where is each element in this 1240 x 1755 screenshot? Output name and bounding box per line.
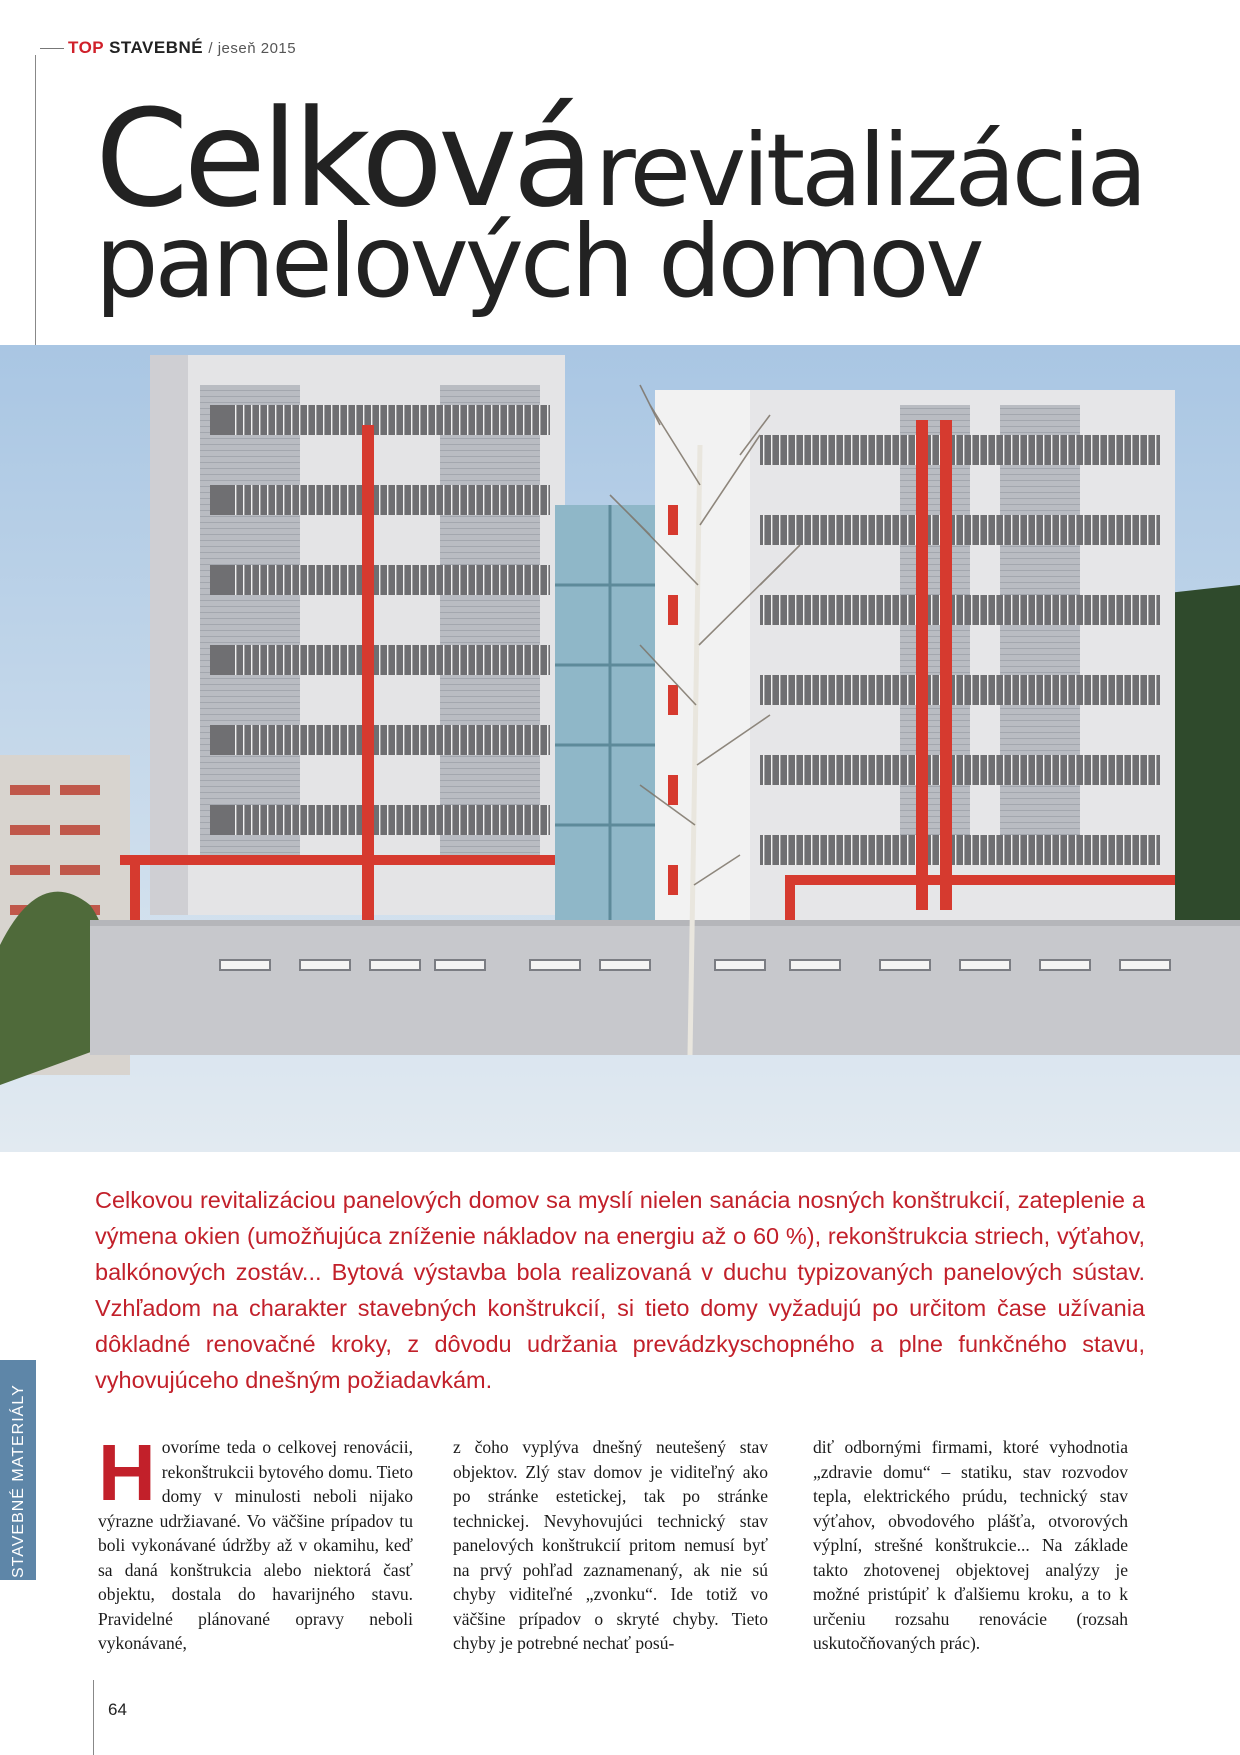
drop-cap: H <box>98 1428 156 1517</box>
page-number: 64 <box>108 1700 127 1719</box>
masthead-name: STAVEBNÉ <box>109 38 204 57</box>
body-column-3: diť odbornými firmami, ktoré vyhodnotia „zdravie domu“ – statiku, stav rozvodov tepla, elektrického prúdu, technický stav výťahov, obvodového plášťa, otvorových výplní, strešné konštrukcie... Na základe takto zhotovenej objektovej analýzy je možné pristúpiť k ďalšiemu kroku, a to k určeniu rozsahu renovácie (rozsah uskutočňovaných prác). <box>813 1437 1128 1653</box>
masthead-issue: / jeseň 2015 <box>208 40 297 57</box>
article-title <box>95 81 1144 320</box>
body-column-1-text: ovoríme teda o celkovej renovácii, rekonštrukcii bytového domu. Tieto domy v minulosti neboli nijako výrazne udržiavané. Vo väčšine prípadov tu boli vykonávané údržby až v okamihu, keď sa daná konštrukcia alebo niektorá časť objektu, dostala do havarijného stavu. Pravidelné plánované opravy neboli vykonávané, <box>98 1437 413 1653</box>
masthead <box>40 38 296 58</box>
footer-rule <box>93 1680 94 1755</box>
title-word-2: revitalizácia <box>594 112 1144 229</box>
left-margin-rule <box>35 55 36 345</box>
title-word-1: Celková <box>95 81 590 237</box>
masthead-top: TOP <box>68 38 104 57</box>
title-line-2: panelových domov <box>95 203 981 320</box>
body-column-2: z čoho vyplýva dnešný neutešený stav objektov. Zlý stav domov je viditeľný ako po stránke estetickej, tak po stránke technickej. Nevyhovujúci technický stav panelových konštrukcií pritom nemusí byť na prvý pohľad zaznamenaný, ak nie sú chyby viditeľné „zvonku“. Ide totiž vo väčšine prípadov o skryté chyby. Tieto chyby je potrebné nechať posú- <box>453 1437 768 1653</box>
section-label: STAVEBNÉ MATERIÁLY <box>10 1384 27 1578</box>
masthead-rule <box>40 48 64 49</box>
lead-paragraph: Celkovou revitalizáciou panelových domov sa myslí nielen sanácia nosných konštrukcií, zateplenie a výmena okien (umožňujúca zníženie nákladov na energiu až o 60 %), rekonštrukcia striech, výťahov, balkónových zostáv... Bytová výstavba bola realizovaná v duchu typizovaných panelových sústav. Vzhľadom na charakter stavebných konštrukcií, si tieto domy vyžadujú po určitom čase užívania dôkladné renovačné kroky, z dôvodu udržania prevádzkyschopného a plne funkčného stavu, vyhovujúceho dnešným požiadavkám. <box>95 1187 1145 1393</box>
body-column-1 <box>98 1428 413 1656</box>
building-photo <box>0 345 1240 1152</box>
